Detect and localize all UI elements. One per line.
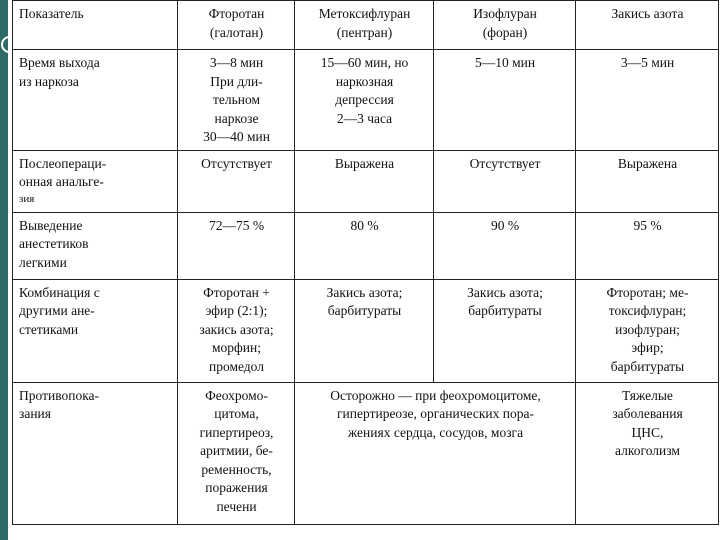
table-cell-merged: Осторожно — при феохромоцитоме, гипертиреозе, органических пора- жениях сердца, сосудов, мозга	[295, 382, 576, 524]
row-label	[13, 150, 178, 212]
table-header-row	[13, 1, 719, 50]
table-cell: 90 %	[434, 212, 576, 279]
row-label: Противопока- зания	[13, 382, 178, 524]
table-cell: Фторотан + эфир (2:1); закись азота; морфин; промедол	[178, 279, 295, 382]
table-cell: Выражена	[295, 150, 434, 212]
table-row	[13, 212, 719, 279]
table-cell: 5—10 мин	[434, 50, 576, 151]
row-label-tail: зия	[19, 192, 35, 205]
table-row	[13, 279, 719, 382]
table-cell: 72—75 %	[178, 212, 295, 279]
row-label-text: Послеопераци- онная анальге-	[19, 155, 107, 189]
anesthetics-comparison-table	[12, 0, 719, 525]
table-cell: Закись азота; барбитураты	[434, 279, 576, 382]
table-cell: 95 %	[576, 212, 719, 279]
header-cell: Закись азота	[576, 1, 719, 50]
table-cell: Закись азота; барбитураты	[295, 279, 434, 382]
table-cell: Отсутствует	[178, 150, 295, 212]
table-cell: 3—5 мин	[576, 50, 719, 151]
row-label: Выведение анестетиков легкими	[13, 212, 178, 279]
table-cell: Выражена	[576, 150, 719, 212]
table-row	[13, 382, 719, 524]
table-cell: 15—60 мин, но наркозная депрессия 2—3 часа	[295, 50, 434, 151]
table-row	[13, 50, 719, 151]
table-row	[13, 150, 719, 212]
left-accent-bar	[0, 0, 8, 540]
table-cell: 80 %	[295, 212, 434, 279]
header-cell: Показатель	[13, 1, 178, 50]
table-cell: Феохромо- цитома, гипертиреоз, аритмии, бе- ременность, поражения печени	[178, 382, 295, 524]
header-cell: Фторотан (галотан)	[178, 1, 295, 50]
header-cell: Изофлуран (форан)	[434, 1, 576, 50]
row-label: Комбинация с другими ане- стетиками	[13, 279, 178, 382]
row-label: Время выхода из наркоза	[13, 50, 178, 151]
table-cell: Отсутствует	[434, 150, 576, 212]
table-cell: Фторотан; ме- токсифлуран; изофлуран; эфир; барбитураты	[576, 279, 719, 382]
table-cell: 3—8 мин При дли- тельном наркозе 30—40 мин	[178, 50, 295, 151]
table-cell: Тяжелые заболевания ЦНС, алкоголизм	[576, 382, 719, 524]
header-cell: Метоксифлуран (пентран)	[295, 1, 434, 50]
